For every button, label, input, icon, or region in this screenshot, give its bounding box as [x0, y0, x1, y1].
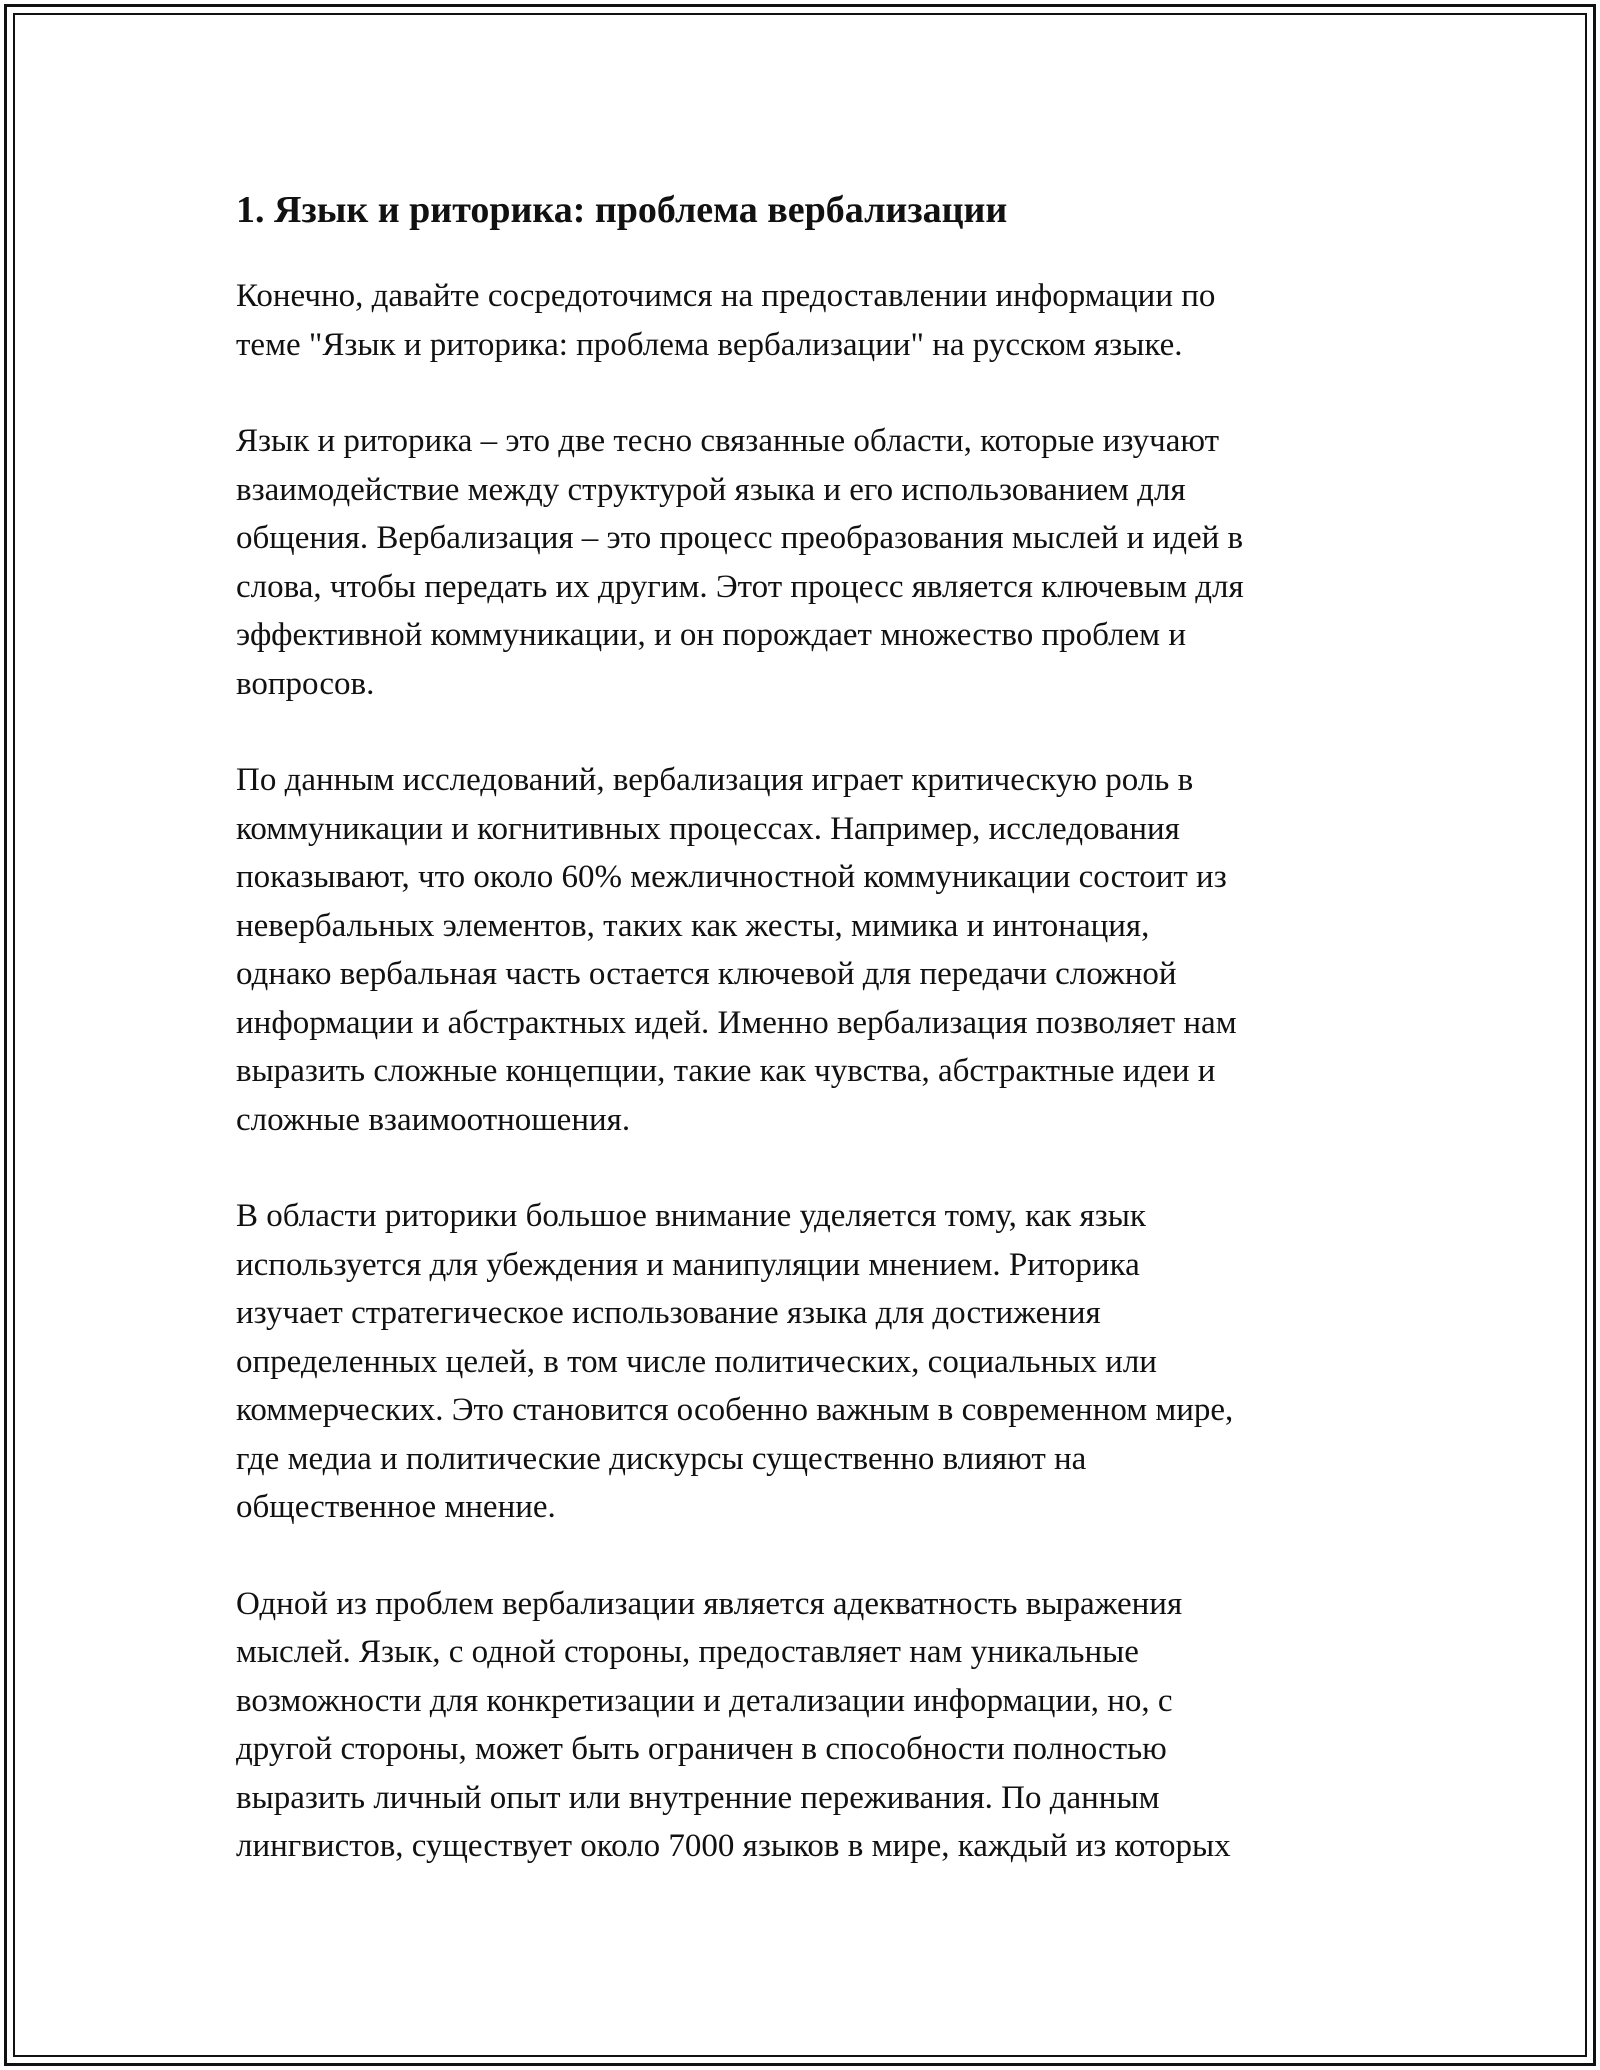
paragraph-research: [236, 756, 1366, 1144]
text-line: информации и абстрактных идей. Именно вербализация позволяет нам: [236, 1004, 1237, 1041]
paragraph-intro: [236, 272, 1366, 369]
text-line: вопросов.: [236, 665, 375, 702]
text-line: определенных целей, в том числе политических, социальных или: [236, 1343, 1157, 1380]
text-line: выразить личный опыт или внутренние переживания. По данным: [236, 1779, 1160, 1816]
text-line: показывают, что около 60% межличностной коммуникации состоит из: [236, 859, 1227, 895]
text-line: коммуникации и когнитивных процессах. Например, исследования: [236, 810, 1180, 847]
text-line: другой стороны, может быть ограничен в способности полностью: [236, 1731, 1167, 1767]
text-line: Язык и риторика – это две тесно связанные области, которые изучают: [236, 423, 1220, 459]
text-line: По данным исследований, вербализация играет критическую роль в: [236, 762, 1194, 798]
text-line: Конечно, давайте сосредоточимся на предоставлении информации по: [236, 278, 1216, 314]
text-line: выразить сложные концепции, такие как чувства, абстрактные идеи и: [236, 1053, 1216, 1089]
text-line: эффективной коммуникации, и он порождает множество проблем и: [236, 617, 1186, 653]
text-line: В области риторики большое внимание уделяется тому, как язык: [236, 1198, 1146, 1234]
text-line: слова, чтобы передать их другим. Этот процесс является ключевым для: [236, 568, 1244, 605]
text-line: возможности для конкретизации и детализации информации, но, с: [236, 1682, 1173, 1719]
section-heading: 1. Язык и риторика: проблема вербализации: [236, 189, 1008, 231]
text-line: мыслей. Язык, с одной стороны, предоставляет нам уникальные: [236, 1634, 1139, 1670]
text-line: невербальных элементов, таких как жесты, мимика и интонация,: [236, 907, 1150, 944]
text-line: теме "Язык и риторика: проблема вербализации" на русском языке.: [236, 326, 1183, 363]
text-line: используется для убеждения и манипуляции мнением. Риторика: [236, 1246, 1140, 1283]
paragraph-rhetoric: [236, 1192, 1366, 1532]
text-line: общения. Вербализация – это процесс преобразования мыслей и идей в: [236, 520, 1244, 556]
text-line: взаимодействие между структурой языка и его использованием для: [236, 471, 1186, 508]
text-line: коммерческих. Это становится особенно важным в современном мире,: [236, 1392, 1234, 1428]
document-body: [236, 186, 1366, 1919]
paragraph-problems: [236, 1580, 1366, 1871]
text-line: однако вербальная часть остается ключевой для передачи сложной: [236, 956, 1177, 992]
text-line: сложные взаимоотношения.: [236, 1101, 631, 1138]
text-line: общественное мнение.: [236, 1489, 556, 1525]
text-line: лингвистов, существует около 7000 языков в мире, каждый из которых: [236, 1828, 1231, 1864]
paragraph-definition: [236, 417, 1366, 708]
text-line: изучает стратегическое использование языка для достижения: [236, 1295, 1101, 1331]
text-line: Одной из проблем вербализации является адекватность выражения: [236, 1585, 1183, 1622]
text-line: где медиа и политические дискурсы существенно влияют на: [236, 1440, 1087, 1477]
